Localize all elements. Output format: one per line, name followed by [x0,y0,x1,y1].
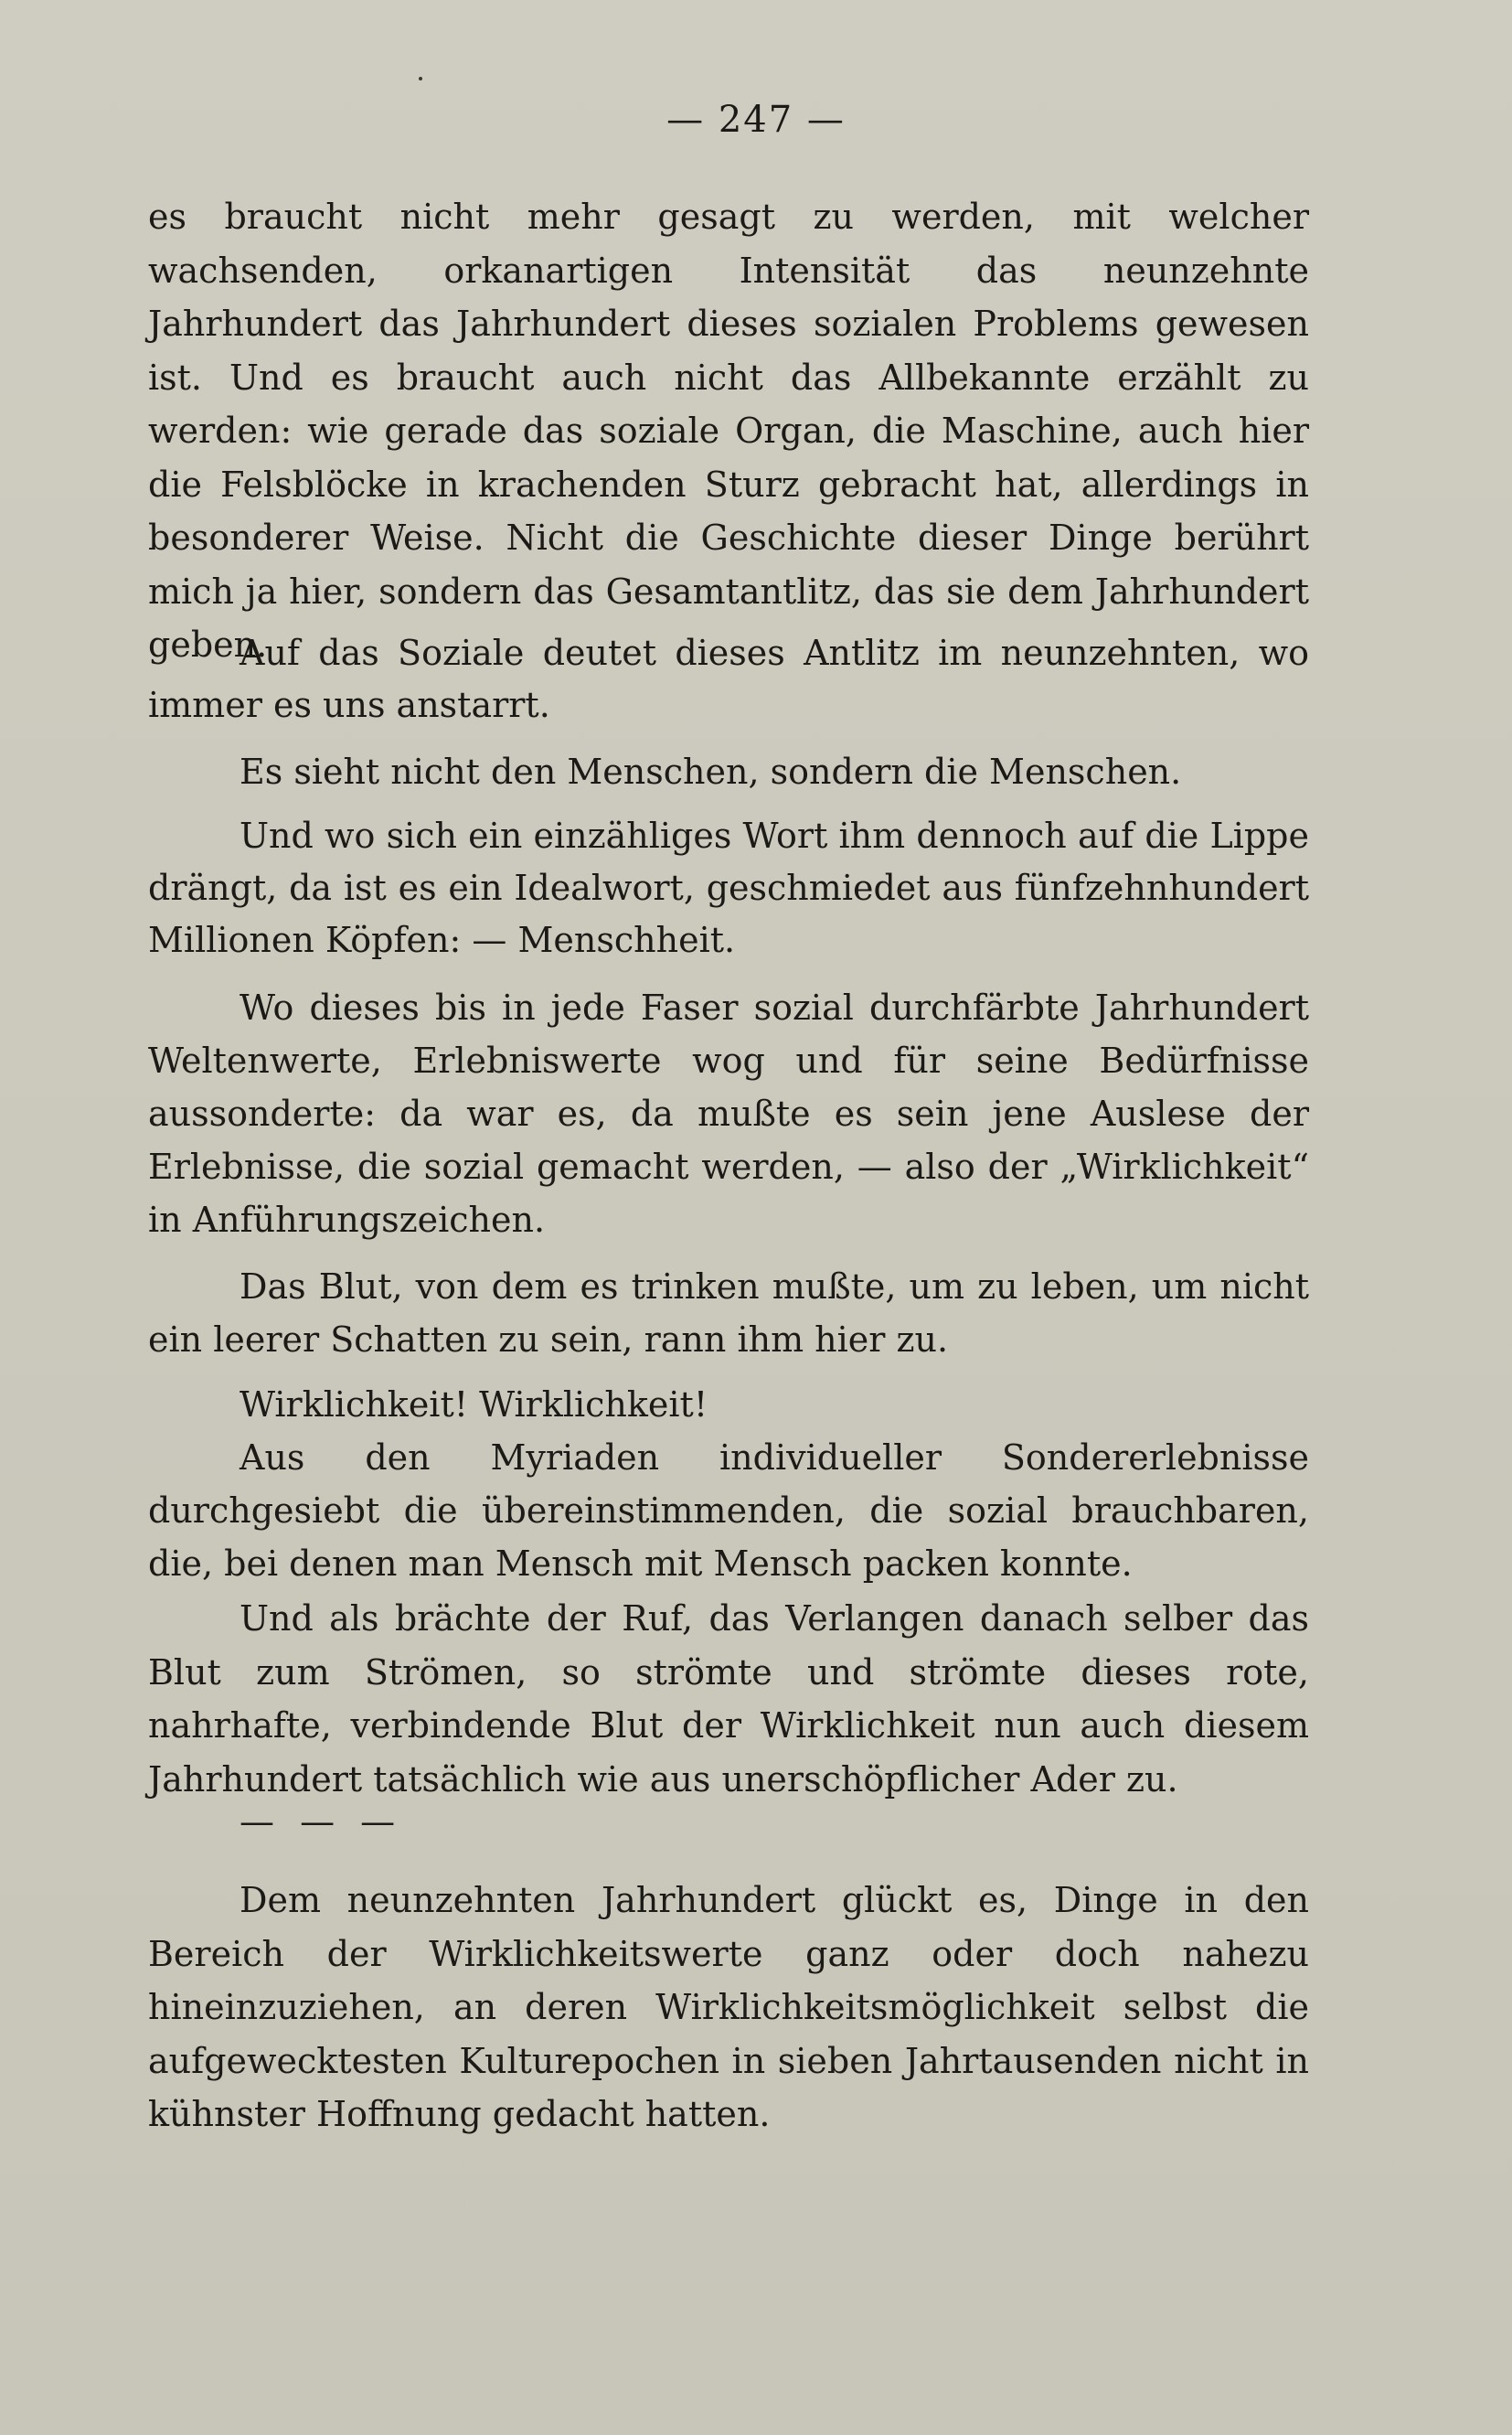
paragraph-10: Dem neunzehnten Jahrhundert glückt es, Dinge in den Bereich der Wirklichkeitswerte ganz oder doch nahezu hineinzuziehen, an deren Wirklichkeitsmöglichkeit selbst die aufgewecktesten Kulturepochen in sieben Jahrtausenden nicht in kühnster Hoffnung gedacht hatten. [148,1880,1309,2134]
paragraph-3: Es sieht nicht den Menschen, sondern die Menschen. [240,752,1182,792]
paragraph-2: Auf das Soziale deutet dieses Antlitz im neunzehnten, wo immer es uns anstarrt. [148,633,1309,725]
paragraph-1: es braucht nicht mehr gesagt zu werden, mit welcher wachsenden, orkanartigen Intensität das neunzehnte Jahrhundert das Jahrhundert dieses sozialen Problems gewesen ist. Und es braucht auch nicht das Allbekannte erzählt zu werden: wie gerade das soziale Organ, die Maschine, auch hier die Felsblöcke in krachenden Sturz gebracht hat, allerdings in besonderer Weise. Nicht die Geschichte dieser Dinge berührt mich ja hier, sondern das Gesamtantlitz, das sie dem Jahrhundert geben. [148,197,1309,665]
paragraph-5: Wo dieses bis in jede Faser sozial durchfärbte Jahrhundert Weltenwerte, Erlebniswerte wog und für seine Bedürfnisse aussonderte: da war es, da mußte es sein jene Auslese der Erlebnisse, die sozial gemacht werden, — also der „Wirklichkeit“ in Anführungszeichen. [148,988,1309,1240]
paragraph-4: Und wo sich ein einzähliges Wort ihm dennoch auf die Lippe drängt, da ist es ein Idealwort, geschmiedet aus fünfzehnhundert Millionen Köpfen: — Menschheit. [148,816,1309,960]
page-number: — 247 — [666,99,846,141]
section-separator: — — — [240,1801,403,1842]
paragraph-9: Und als brächte der Ruf, das Verlangen danach selber das Blut zum Strömen, so strömte und strömte dieses rote, nahrhafte, verbindende Blut der Wirklichkeit nun auch diesem Jahrhundert tatsächlich wie aus unerschöpflicher Ader zu. [148,1598,1309,1800]
paragraph-6: Das Blut, von dem es trinken mußte, um zu leben, um nicht ein leerer Schatten zu sein, rann ihm hier zu. [148,1266,1309,1360]
paragraph-8: Aus den Myriaden individueller Sondererlebnisse durchgesiebt die übereinstimmenden, die sozial brauchbaren, die, bei denen man Mensch mit Mensch packen konnte. [148,1437,1309,1584]
paragraph-7: Wirklichkeit! Wirklichkeit! [240,1384,708,1425]
paper-speck [419,77,422,80]
